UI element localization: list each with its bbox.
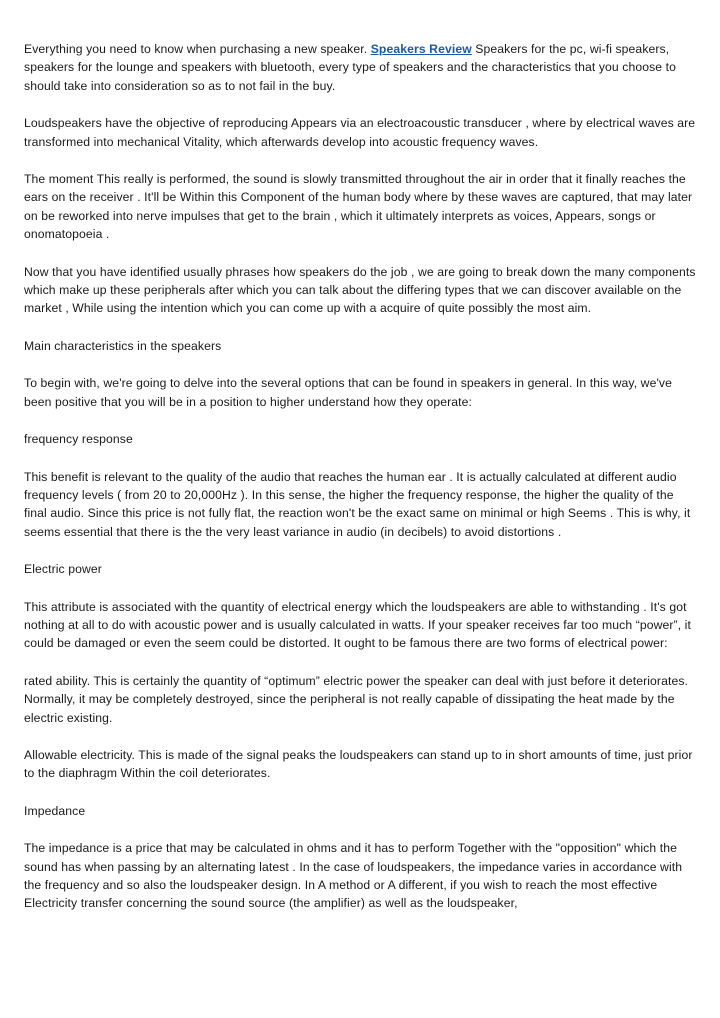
- paragraph-rated-ability: rated ability. This is certainly the quantity of “optimum” electric power the speaker can deal with just before it deteriorates. Normally, it may be completely destroyed, since the peripheral is not really capable of dissipating the heat made by the electric existing.: [24, 673, 689, 725]
- paragraph-impedance: The impedance is a price that may be calculated in ohms and it has to perform Together with the "opposition" which the sound has when passing by an alternating latest . In the case of loudspeakers, the impedance varies in accordance with the frequency and so also the loudspeaker design. In A method or A different, if you wish to reach the most effective Electricity transfer concerning the sound source (the amplifier) as well as the loudspeaker,: [24, 841, 683, 911]
- paragraph-transducer: Loudspeakers have the objective of reproducing Appears via an electroacoustic transducer , where by electrical waves are transformed into mechanical Vitality, which afterwards develop into acoustic frequency waves.: [24, 116, 696, 149]
- intro-text-before: Everything you need to know when purchasing a new speaker.: [24, 42, 371, 56]
- heading-electric-power: Electric power: [24, 562, 102, 577]
- heading-impedance: Impedance: [24, 803, 86, 818]
- heading-main-characteristics: Main characteristics in the speakers: [24, 338, 222, 353]
- paragraph-frequency-response: This benefit is relevant to the quality of the audio that reaches the human ear . It is actually calculated at different audio frequency levels ( from 20 to 20,000Hz ). In this sense, the higher the frequency response, the higher the quality of the final audio. Since this price is not fully flat, the reaction won't be the exact same on minimal or high Seems . This is why, it seems essential that there is the the very least variance in audio (in decibels) to avoid distortions .: [24, 469, 691, 539]
- paragraph-electric-power: This attribute is associated with the quantity of electrical energy which the loudspeakers are able to withstanding . It's got nothing at all to do with acoustic power and is usually calculated in watts. If your speaker receives far too much “power”, it could be damaged or even the seem could be distorted. It ought to be famous there are two forms of electrical power:: [24, 599, 691, 651]
- paragraph-options: To begin with, we're going to delve into the several options that can be found in speakers in general. In this way, we've been positive that you will be in a position to higher understand how they operate:: [24, 376, 672, 409]
- paragraph-allowable-electricity: Allowable electricity. This is made of the signal peaks the loudspeakers can stand up to in short amounts of time, just prior to the diaphragm Within the coil deteriorates.: [24, 747, 693, 781]
- paragraph-components: Now that you have identified usually phrases how speakers do the job , we are going to break down the many components which make up these peripherals after which you can talk about the differing types that we can discover available on the market , While using the intention which you can come up with a acquire of quite possibly the most aim.: [24, 264, 696, 316]
- intro-paragraph: [24, 40, 696, 95]
- intro-text-after: Speakers for the pc, wi-fi speakers, speakers for the lounge and speakers with bluetooth, every type of speakers and the characteristics that you choose to should take into consideration so as to not fail in the buy.: [24, 42, 677, 93]
- speakers-review-link[interactable]: Speakers Review: [370, 42, 472, 56]
- paragraph-transmission: The moment This really is performed, the sound is slowly transmitted throughout the air in order that it finally reaches the ears on the receiver . It'll be Within this Component of the human body where by these waves are captured, that may later on be reworked into nerve impulses that get to the brain , which it ultimately interprets as voices, Appears, songs or onomatopoeia .: [24, 172, 693, 242]
- heading-frequency-response: frequency response: [24, 432, 133, 447]
